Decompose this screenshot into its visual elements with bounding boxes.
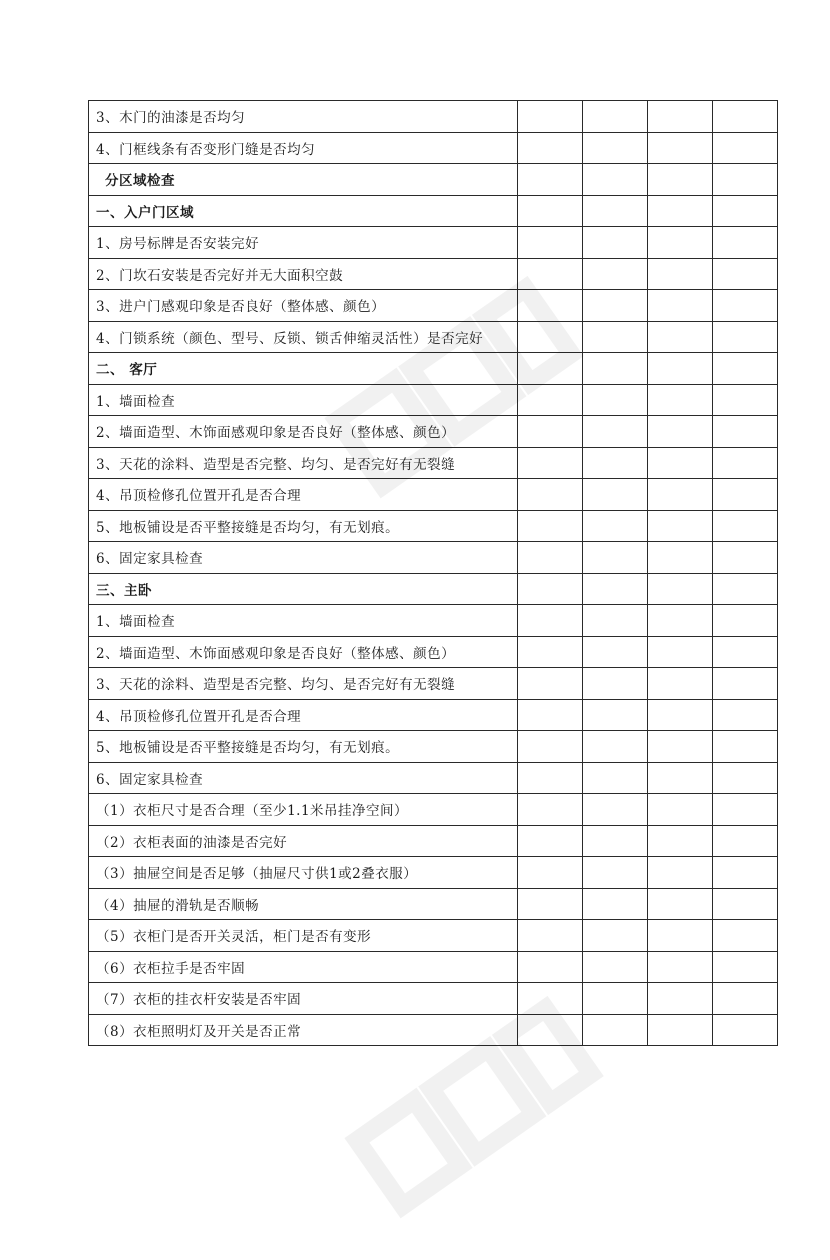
check-cell[interactable] [583,510,648,542]
checklist-item-label: （8）衣柜照明灯及开关是否正常 [89,1014,518,1046]
check-cell[interactable] [713,227,778,259]
check-cell[interactable] [518,888,583,920]
checklist-item-label: 5、地板铺设是否平整接缝是否均匀，有无划痕。 [89,510,518,542]
check-cell[interactable] [518,794,583,826]
check-cell[interactable] [713,731,778,763]
check-cell[interactable] [583,195,648,227]
check-cell[interactable] [713,951,778,983]
check-cell[interactable] [713,447,778,479]
check-cell[interactable] [518,132,583,164]
checklist-row [89,101,778,133]
check-cell[interactable] [713,195,778,227]
checklist-row [89,164,778,196]
check-cell[interactable] [518,416,583,448]
check-cell[interactable] [713,1014,778,1046]
checklist-row [89,888,778,920]
check-cell[interactable] [518,479,583,511]
check-cell[interactable] [518,321,583,353]
check-cell[interactable] [713,699,778,731]
check-cell[interactable] [518,510,583,542]
check-cell[interactable] [648,164,713,196]
checklist-row [89,983,778,1015]
check-cell[interactable] [583,416,648,448]
check-cell[interactable] [518,668,583,700]
checklist-row [89,951,778,983]
checklist-item-label: 3、进户门感观印象是否良好（整体感、颜色） [89,290,518,322]
checklist-row [89,353,778,385]
inspection-checklist-table [88,100,778,1046]
checklist-row [89,447,778,479]
checklist-row [89,195,778,227]
check-cell[interactable] [713,668,778,700]
check-cell[interactable] [518,573,583,605]
check-cell[interactable] [583,794,648,826]
checklist-item-label: （5）衣柜门是否开关灵活，柜门是否有变形 [89,920,518,952]
checklist-row [89,636,778,668]
check-cell[interactable] [583,258,648,290]
check-cell[interactable] [713,353,778,385]
check-cell[interactable] [518,636,583,668]
checklist-row [89,605,778,637]
check-cell[interactable] [518,951,583,983]
check-cell[interactable] [713,101,778,133]
check-cell[interactable] [518,290,583,322]
check-cell[interactable] [583,762,648,794]
check-cell[interactable] [648,447,713,479]
checklist-row [89,857,778,889]
check-cell[interactable] [583,101,648,133]
check-cell[interactable] [648,605,713,637]
check-cell[interactable] [583,605,648,637]
check-cell[interactable] [713,920,778,952]
checklist-body [89,101,778,1046]
checklist-row [89,699,778,731]
check-cell[interactable] [583,731,648,763]
check-cell[interactable] [713,258,778,290]
checklist-item-label: 三、主卧 [89,573,518,605]
checklist-row [89,825,778,857]
check-cell[interactable] [648,1014,713,1046]
check-cell[interactable] [648,542,713,574]
check-cell[interactable] [648,731,713,763]
checklist-row [89,479,778,511]
check-cell[interactable] [713,636,778,668]
check-cell[interactable] [648,951,713,983]
check-cell[interactable] [648,668,713,700]
check-cell[interactable] [583,668,648,700]
check-cell[interactable] [583,321,648,353]
check-cell[interactable] [583,227,648,259]
checklist-item-label: 3、木门的油漆是否均匀 [89,101,518,133]
check-cell[interactable] [518,605,583,637]
check-cell[interactable] [518,825,583,857]
checklist-item-label: 4、门框线条有否变形门缝是否均匀 [89,132,518,164]
check-cell[interactable] [713,510,778,542]
check-cell[interactable] [518,353,583,385]
check-cell[interactable] [518,542,583,574]
check-cell[interactable] [518,447,583,479]
check-cell[interactable] [648,510,713,542]
check-cell[interactable] [518,164,583,196]
checklist-item-label: 二、 客厅 [89,353,518,385]
check-cell[interactable] [518,1014,583,1046]
check-cell[interactable] [583,888,648,920]
check-cell[interactable] [583,479,648,511]
check-cell[interactable] [713,132,778,164]
check-cell[interactable] [648,353,713,385]
checklist-item-label: （4）抽屉的滑轨是否顺畅 [89,888,518,920]
check-cell[interactable] [648,416,713,448]
check-cell[interactable] [583,384,648,416]
check-cell[interactable] [583,353,648,385]
checklist-item-label: 1、房号标牌是否安装完好 [89,227,518,259]
check-cell[interactable] [518,384,583,416]
checklist-item-label: 2、墙面造型、木饰面感观印象是否良好（整体感、颜色） [89,416,518,448]
check-cell[interactable] [648,983,713,1015]
check-cell[interactable] [583,951,648,983]
check-cell[interactable] [713,983,778,1015]
check-cell[interactable] [583,636,648,668]
check-cell[interactable] [583,132,648,164]
check-cell[interactable] [518,857,583,889]
check-cell[interactable] [648,384,713,416]
check-cell[interactable] [713,384,778,416]
checklist-row [89,762,778,794]
checklist-item-label: 一、入户门区域 [89,195,518,227]
check-cell[interactable] [583,920,648,952]
check-cell[interactable] [648,699,713,731]
check-cell[interactable] [648,762,713,794]
checklist-row [89,321,778,353]
checklist-item-label: 3、天花的涂料、造型是否完整、均匀、是否完好有无裂缝 [89,447,518,479]
check-cell[interactable] [648,920,713,952]
check-cell[interactable] [583,164,648,196]
checklist-row [89,920,778,952]
checklist-row [89,132,778,164]
check-cell[interactable] [713,857,778,889]
check-cell[interactable] [713,888,778,920]
check-cell[interactable] [713,479,778,511]
check-cell[interactable] [648,195,713,227]
check-cell[interactable] [583,290,648,322]
checklist-item-label: 6、固定家具检查 [89,762,518,794]
checklist-row [89,384,778,416]
check-cell[interactable] [648,227,713,259]
check-cell[interactable] [518,762,583,794]
check-cell[interactable] [518,699,583,731]
check-cell[interactable] [713,605,778,637]
check-cell[interactable] [518,731,583,763]
check-cell[interactable] [713,321,778,353]
checklist-item-label: 4、吊顶检修孔位置开孔是否合理 [89,479,518,511]
check-cell[interactable] [518,101,583,133]
checklist-row [89,227,778,259]
checklist-row [89,510,778,542]
checklist-row [89,258,778,290]
checklist-row [89,668,778,700]
check-cell[interactable] [648,888,713,920]
check-cell[interactable] [583,983,648,1015]
check-cell[interactable] [518,227,583,259]
check-cell[interactable] [583,857,648,889]
checklist-row [89,573,778,605]
check-cell[interactable] [648,857,713,889]
checklist-item-label: 6、固定家具检查 [89,542,518,574]
check-cell[interactable] [648,573,713,605]
checklist-row [89,731,778,763]
check-cell[interactable] [518,920,583,952]
check-cell[interactable] [583,447,648,479]
check-cell[interactable] [713,416,778,448]
checklist-row [89,416,778,448]
checklist-row [89,1014,778,1046]
check-cell[interactable] [518,983,583,1015]
check-cell[interactable] [648,132,713,164]
checklist-item-label: （7）衣柜的挂衣杆安装是否牢固 [89,983,518,1015]
checklist-item-label: 1、墙面检查 [89,384,518,416]
checklist-item-label: （3）抽屉空间是否足够（抽屉尺寸供1或2叠衣服） [89,857,518,889]
check-cell[interactable] [648,101,713,133]
check-cell[interactable] [713,573,778,605]
checklist-item-label: 4、吊顶检修孔位置开孔是否合理 [89,699,518,731]
check-cell[interactable] [648,636,713,668]
checklist-item-label: 5、地板铺设是否平整接缝是否均匀，有无划痕。 [89,731,518,763]
checklist-item-label: 2、墙面造型、木饰面感观印象是否良好（整体感、颜色） [89,636,518,668]
check-cell[interactable] [583,542,648,574]
checklist-item-label: 3、天花的涂料、造型是否完整、均匀、是否完好有无裂缝 [89,668,518,700]
check-cell[interactable] [648,825,713,857]
checklist-row [89,794,778,826]
checklist-item-label: （1）衣柜尺寸是否合理（至少1.1米吊挂净空间） [89,794,518,826]
check-cell[interactable] [583,573,648,605]
checklist-item-label: 分区域检查 [89,164,518,196]
check-cell[interactable] [583,699,648,731]
checklist-item-label: 4、门锁系统（颜色、型号、反锁、锁舌伸缩灵活性）是否完好 [89,321,518,353]
check-cell[interactable] [518,258,583,290]
check-cell[interactable] [713,825,778,857]
check-cell[interactable] [648,290,713,322]
check-cell[interactable] [713,794,778,826]
checklist-item-label: （6）衣柜拉手是否牢固 [89,951,518,983]
check-cell[interactable] [713,164,778,196]
checklist-item-label: 2、门坎石安装是否完好并无大面积空鼓 [89,258,518,290]
checklist-item-label: （2）衣柜表面的油漆是否完好 [89,825,518,857]
check-cell[interactable] [648,794,713,826]
check-cell[interactable] [648,321,713,353]
checklist-item-label: 1、墙面检查 [89,605,518,637]
checklist-row [89,290,778,322]
check-cell[interactable] [583,1014,648,1046]
check-cell[interactable] [518,195,583,227]
check-cell[interactable] [648,258,713,290]
check-cell[interactable] [713,762,778,794]
check-cell[interactable] [648,479,713,511]
checklist-row [89,542,778,574]
check-cell[interactable] [713,542,778,574]
check-cell[interactable] [583,825,648,857]
check-cell[interactable] [713,290,778,322]
